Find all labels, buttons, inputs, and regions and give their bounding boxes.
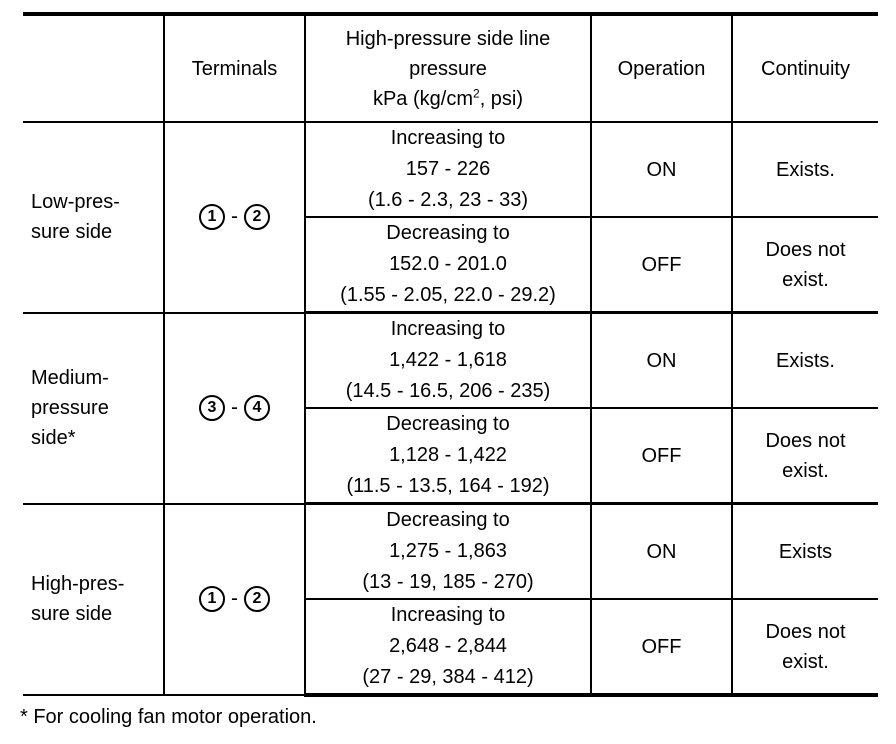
terminals-cell xyxy=(164,313,305,504)
terminal-separator: - xyxy=(231,396,238,420)
side-label-line: sure side xyxy=(31,603,113,626)
continuity-text: Exists xyxy=(778,540,833,563)
pressure-range-kpa: 1,275 - 1,863 xyxy=(389,540,507,562)
pressure-cell xyxy=(305,408,591,504)
pressure-range-alt: (13 - 19, 185 - 270) xyxy=(362,571,534,593)
pressure-cell xyxy=(305,313,591,409)
terminals-cell xyxy=(164,122,305,313)
pressure-range-alt: (14.5 - 16.5, 206 - 235) xyxy=(345,380,551,402)
terminal-number-circle: 1 xyxy=(199,586,225,612)
pressure-cell xyxy=(305,122,591,217)
operation-cell: OFF xyxy=(591,599,732,695)
pressure-direction: Decreasing to xyxy=(386,413,510,435)
operation-cell: OFF xyxy=(591,408,732,504)
side-label-line: side* xyxy=(31,427,76,449)
operation-cell: ON xyxy=(591,313,732,409)
continuity-cell xyxy=(732,504,878,600)
header-operation: Operation xyxy=(591,14,732,122)
pressure-range-kpa: 1,128 - 1,422 xyxy=(389,444,507,466)
terminal-number-circle: 2 xyxy=(244,586,270,612)
header-units-sup: 2 xyxy=(473,85,480,100)
terminal-separator: - xyxy=(231,205,238,229)
continuity-text: Does not xyxy=(765,620,846,643)
footnote: * For cooling fan motor operation. xyxy=(20,706,317,728)
continuity-text: Does not xyxy=(765,429,846,452)
pressure-range-kpa: 1,422 - 1,618 xyxy=(389,349,507,371)
header-pressure-line1: High-pressure side line xyxy=(345,27,551,50)
pressure-range-alt: (1.55 - 2.05, 22.0 - 29.2) xyxy=(340,284,556,306)
pressure-range-kpa: 2,648 - 2,844 xyxy=(389,635,507,657)
pressure-direction: Increasing to xyxy=(390,127,506,149)
pressure-direction: Increasing to xyxy=(390,318,506,340)
terminal-number-circle: 4 xyxy=(244,395,270,421)
continuity-text: Does not xyxy=(765,238,846,261)
header-pressure xyxy=(305,14,591,122)
side-label-line: pressure xyxy=(31,397,109,419)
table-row xyxy=(23,122,878,217)
pressure-cell xyxy=(305,599,591,695)
terminals-cell xyxy=(164,504,305,696)
side-label-low xyxy=(23,122,164,313)
continuity-text: exist. xyxy=(782,459,829,482)
continuity-text: exist. xyxy=(782,650,829,673)
header-pressure-units xyxy=(310,84,586,114)
continuity-text: exist. xyxy=(782,268,829,291)
terminal-number-circle: 2 xyxy=(244,204,270,230)
pressure-direction: Increasing to xyxy=(390,604,506,626)
continuity-cell xyxy=(732,313,878,409)
pressure-cell xyxy=(305,504,591,600)
continuity-cell xyxy=(732,408,878,504)
table-row xyxy=(23,504,878,600)
header-blank-cell xyxy=(23,14,164,122)
side-label-high xyxy=(23,504,164,696)
pressure-direction: Decreasing to xyxy=(386,222,510,244)
terminal-separator: - xyxy=(231,587,238,611)
header-units-post: , psi) xyxy=(479,87,524,110)
pressure-range-alt: (27 - 29, 384 - 412) xyxy=(362,666,534,688)
pressure-range-alt: (1.6 - 2.3, 23 - 33) xyxy=(367,189,529,211)
pressure-cell xyxy=(305,217,591,313)
continuity-cell xyxy=(732,217,878,313)
header-continuity: Continuity xyxy=(732,14,878,122)
operation-cell: ON xyxy=(591,504,732,600)
pressure-range-alt: (11.5 - 13.5, 164 - 192) xyxy=(346,475,550,497)
continuity-cell xyxy=(732,122,878,217)
pressure-switch-spec-table xyxy=(23,12,878,697)
header-units-pre: kPa (kg/cm xyxy=(372,87,473,110)
side-label-line: sure side xyxy=(31,221,113,244)
table-row xyxy=(23,313,878,409)
pressure-direction: Decreasing to xyxy=(386,509,510,531)
operation-cell: OFF xyxy=(591,217,732,313)
continuity-cell xyxy=(732,599,878,695)
pressure-range-kpa: 157 - 226 xyxy=(405,158,491,180)
side-label-line: Low-pres- xyxy=(31,191,120,214)
terminal-number-circle: 3 xyxy=(199,395,225,421)
pressure-range-kpa: 152.0 - 201.0 xyxy=(389,253,507,275)
side-label-line: Medium- xyxy=(31,367,109,389)
header-pressure-line2: pressure xyxy=(409,57,487,80)
continuity-text: Exists. xyxy=(776,349,835,372)
operation-cell: ON xyxy=(591,122,732,217)
side-label-line: High-pres- xyxy=(31,573,125,596)
terminal-number-circle: 1 xyxy=(199,204,225,230)
side-label-medium xyxy=(23,313,164,504)
continuity-text: Exists. xyxy=(776,158,835,181)
header-row xyxy=(23,14,878,122)
header-terminals: Terminals xyxy=(164,14,305,122)
